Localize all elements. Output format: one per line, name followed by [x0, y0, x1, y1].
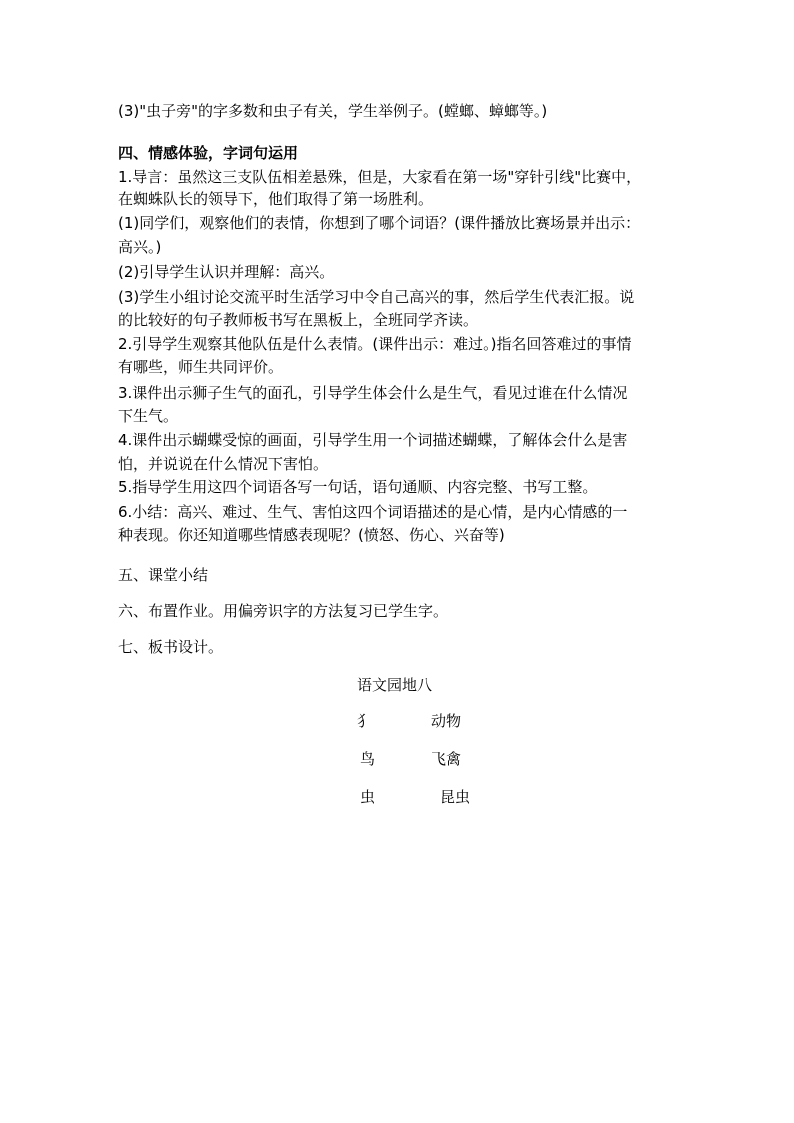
board-meaning: 动物	[431, 712, 462, 730]
paragraph-line: 的比较好的句子教师板书写在黑板上，全班同学齐读。	[118, 311, 479, 329]
paragraph-line: 高兴。)	[118, 238, 162, 256]
paragraph-line: (3)学生小组讨论交流平时生活学习中令自己高兴的事，然后学生代表汇报。说	[118, 288, 635, 306]
paragraph-line: 4.课件出示蝴蝶受惊的画面，引导学生用一个词描述蝴蝶，了解体会什么是害	[118, 431, 628, 449]
paragraph-line: 5.指导学生用这四个词语各写一句话，语句通顺、内容完整、书写工整。	[118, 478, 598, 496]
paragraph-line: 1.导言：虽然这三支队伍相差悬殊，但是，大家看在第一场"穿针引线"比赛中，	[118, 168, 642, 186]
intro-line: (3)"虫子旁"的字多数和虫子有关，学生举例子。(螳螂、蟑螂等。)	[118, 102, 548, 120]
board-meaning: 昆虫	[440, 788, 471, 806]
paragraph-line: 在蜘蛛队长的领导下，他们取得了第一场胜利。	[118, 190, 434, 208]
paragraph-line: 2.引导学生观察其他队伍是什么表情。(课件出示：难过。)指名回答难过的事情	[118, 335, 632, 353]
paragraph-line: 下生气。	[118, 407, 179, 425]
paragraph-line: 有哪些，师生共同评价。	[118, 358, 284, 376]
section-heading-4: 四、情感体验，字词句运用	[118, 144, 299, 162]
board-meaning: 飞禽	[431, 750, 462, 768]
board-radical: 虫	[360, 788, 376, 806]
board-title: 语文园地八	[357, 676, 433, 694]
paragraph-line: 3.课件出示狮子生气的面孔，引导学生体会什么是生气，看见过谁在什么情况	[118, 384, 628, 402]
paragraph-line: 种表现。你还知道哪些情感表现呢？(愤怒、伤心、兴奋等)	[118, 526, 505, 544]
section-heading-7: 七、板书设计。	[118, 638, 224, 656]
board-radical: 犭	[357, 712, 373, 730]
paragraph-line: (2)引导学生认识并理解：高兴。	[118, 263, 335, 281]
section-heading-5: 五、课堂小结	[118, 566, 209, 584]
paragraph-line: 怕，并说说在什么情况下害怕。	[118, 455, 329, 473]
paragraph-line: 6.小结：高兴、难过、生气、害怕这四个词语描述的是心情，是内心情感的一	[118, 503, 628, 521]
paragraph-line: (1)同学们，观察他们的表情，你想到了哪个词语？(课件播放比赛场景并出示：	[118, 214, 641, 232]
section-heading-6: 六、布置作业。用偏旁识字的方法复习已学生字。	[118, 602, 449, 620]
board-radical: 鸟	[360, 750, 376, 768]
